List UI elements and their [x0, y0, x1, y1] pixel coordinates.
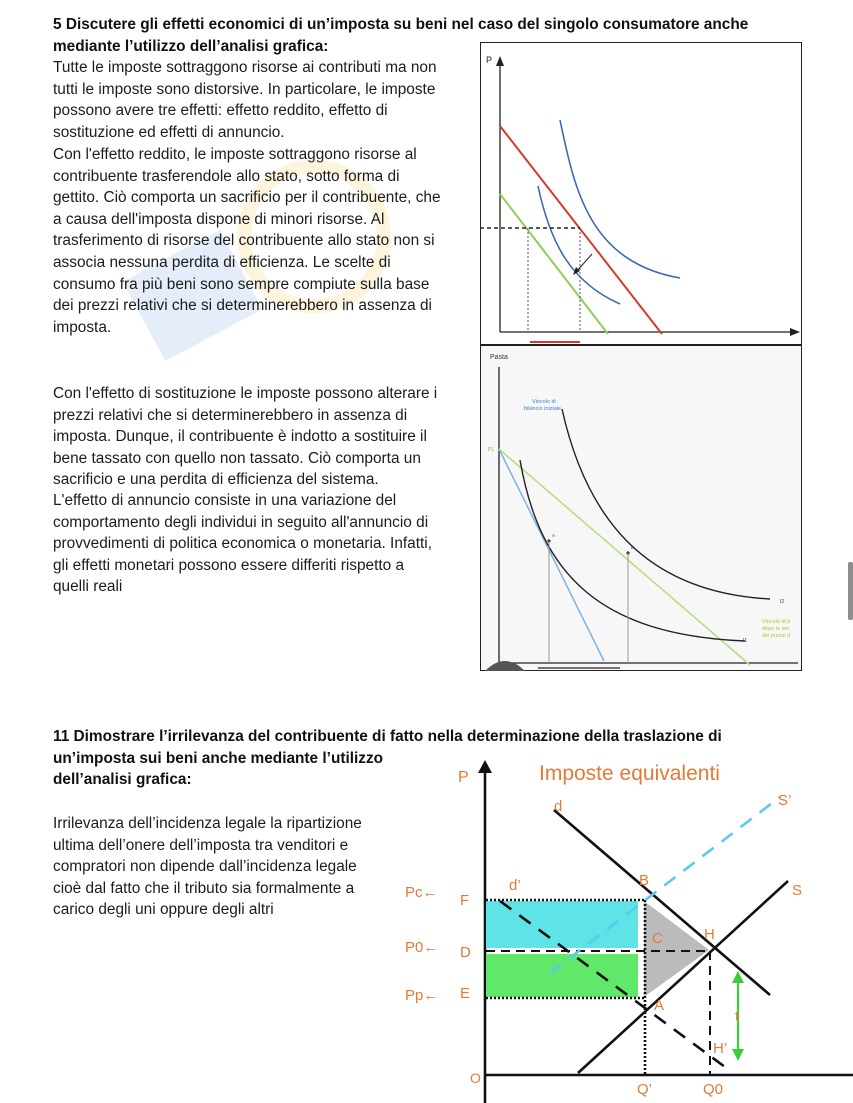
text-line: dopo la mo [762, 626, 790, 632]
axis-label-pasta: Pasta [490, 354, 508, 361]
text-line: a causa dell'imposta dispone di minori risorse. Al [53, 210, 385, 228]
origin-label: O [470, 1070, 481, 1086]
curve-label-i2: I2 [780, 599, 785, 605]
figure-substitution-effect [480, 345, 802, 671]
section11-heading-line2: un’imposta sui beni anche mediante l’utilizzo [53, 749, 384, 767]
text-line: Vincolo di b [762, 619, 791, 625]
text-line: associa nessuna perdita di efficienza. Le scelte di [53, 253, 391, 271]
text-line: Vincolo di [532, 399, 556, 405]
text-line: comportamento degli individui in seguito all'annuncio di [53, 513, 429, 531]
green-area [486, 954, 638, 997]
label-h-prime: H’ [713, 1040, 728, 1057]
section11-heading-line1: 11 Dimostrare l’irrilevanza del contribuente di fatto nella determinazione della traslazione di [53, 728, 722, 745]
figure-frame [481, 43, 802, 345]
text-line: bilancio iniziale [524, 406, 561, 412]
text-line: consumo fra più beni sono sempre compiute sulla base [53, 275, 430, 293]
label-d: d [554, 798, 563, 815]
axis-label-p: P [458, 769, 469, 786]
text-line: imposta. Dunque, il contribuente è indotto a sostituire il [53, 428, 427, 446]
label-h: H [704, 926, 715, 943]
text-line: trasferimento di risorse del contribuente allo stato non si [53, 232, 435, 250]
curve-label-i1: I1 [743, 638, 748, 644]
text-line: Irrilevanza dell’incidenza legale la ripartizione [53, 815, 362, 832]
figure-income-effect [480, 42, 802, 345]
price-label-pp: Pp← [405, 987, 439, 1004]
text-line: Tutte le imposte sottraggono risorse ai contributi ma non [53, 59, 437, 76]
section5-paragraph-2 [53, 144, 465, 338]
section5-paragraph-3 [53, 383, 467, 491]
text-line: tutti le imposte sono distorsive. In particolare, le imposte [53, 80, 436, 98]
section5-paragraph-4 [53, 490, 467, 598]
section11-heading-line3: dell’analisi grafica: [53, 771, 192, 788]
text-line: sostituzione ed effetti di annuncio. [53, 123, 285, 141]
price-label-e: E [460, 985, 471, 1002]
price-label-pc: Pc← [405, 884, 438, 901]
text-line: prezzi relativi che si determinerebbero in assenza di [53, 406, 408, 424]
axis-label-p: P [486, 55, 493, 65]
text-line: gettito. Ciò comporta un sacrificio per il contribuente, che [53, 189, 441, 207]
text-line: imposta. [53, 318, 112, 336]
text-line: quelli reali [53, 578, 123, 596]
label-b: B [639, 872, 650, 889]
label-c: C [652, 930, 663, 947]
scrollbar[interactable] [848, 562, 853, 620]
tax-arrow-down-icon [732, 1049, 744, 1061]
text-line: gli effetti monetari possono essere differiti rispetto a [53, 556, 405, 574]
label-t: t [735, 1008, 740, 1025]
text-line: L'effetto di annuncio consiste in una variazione del [53, 492, 397, 509]
label-d-prime: d’ [509, 877, 521, 894]
price-label-p0: P0← [405, 939, 439, 956]
point-label-b: B [631, 545, 635, 550]
quantity-label-q0: Q0 [703, 1081, 724, 1098]
price-label-d: D [460, 944, 471, 961]
text-line: sacrificio e una perdita di efficienza del sistema. [53, 471, 379, 489]
text-line: bene tassato con quello non tassato. Ciò comporta un [53, 449, 421, 467]
text-line: cioè dal fatto che il tributo sia formalmente a [53, 879, 355, 897]
label-a: A [654, 997, 665, 1014]
text-line: carico degli uni oppure degli altri [53, 901, 274, 919]
text-line: dei prezzi relativi che si determinerebbero in assenza di [53, 297, 432, 315]
text-line: possono avere tre effetti: effetto reddito, effetto di [53, 102, 388, 120]
section5-heading-line2: mediante l’utilizzo dell’analisi grafica: [53, 37, 329, 55]
section11-paragraph [53, 813, 393, 921]
text-line: Con l'effetto reddito, le imposte sottraggono risorse al [53, 146, 417, 163]
intercept-label: P1 [488, 447, 495, 453]
figure-title: Imposte equivalenti [539, 762, 720, 785]
section5-heading-line1: 5 Discutere gli effetti economici di un’imposta su beni nel caso del singolo consumatore anche [53, 16, 749, 33]
label-s: S [792, 882, 803, 899]
text-line: Con l'effetto di sostituzione le imposte possono alterare i [53, 385, 438, 402]
section5-paragraph-1 [53, 57, 465, 143]
price-label-f: F [460, 892, 470, 909]
text-line: contribuente trasferendole allo stato, sotto forma di [53, 167, 400, 185]
y-axis-arrow-icon [478, 760, 492, 773]
point-label-a: A [552, 533, 556, 538]
figure-imposte-equivalenti [390, 755, 853, 1103]
text-line: ultima dell’onere dell’imposta tra venditori e [53, 836, 349, 854]
text-line: provvedimenti di politica economica o monetaria. Infatti, [53, 535, 432, 553]
label-s-prime: S’ [778, 792, 792, 809]
text-line: dei prezzi d [762, 633, 791, 639]
text-line: compratori non dipende dall’incidenza legale [53, 858, 357, 876]
label-new-budget [762, 619, 792, 639]
quantity-label-q-prime: Q’ [637, 1081, 652, 1098]
